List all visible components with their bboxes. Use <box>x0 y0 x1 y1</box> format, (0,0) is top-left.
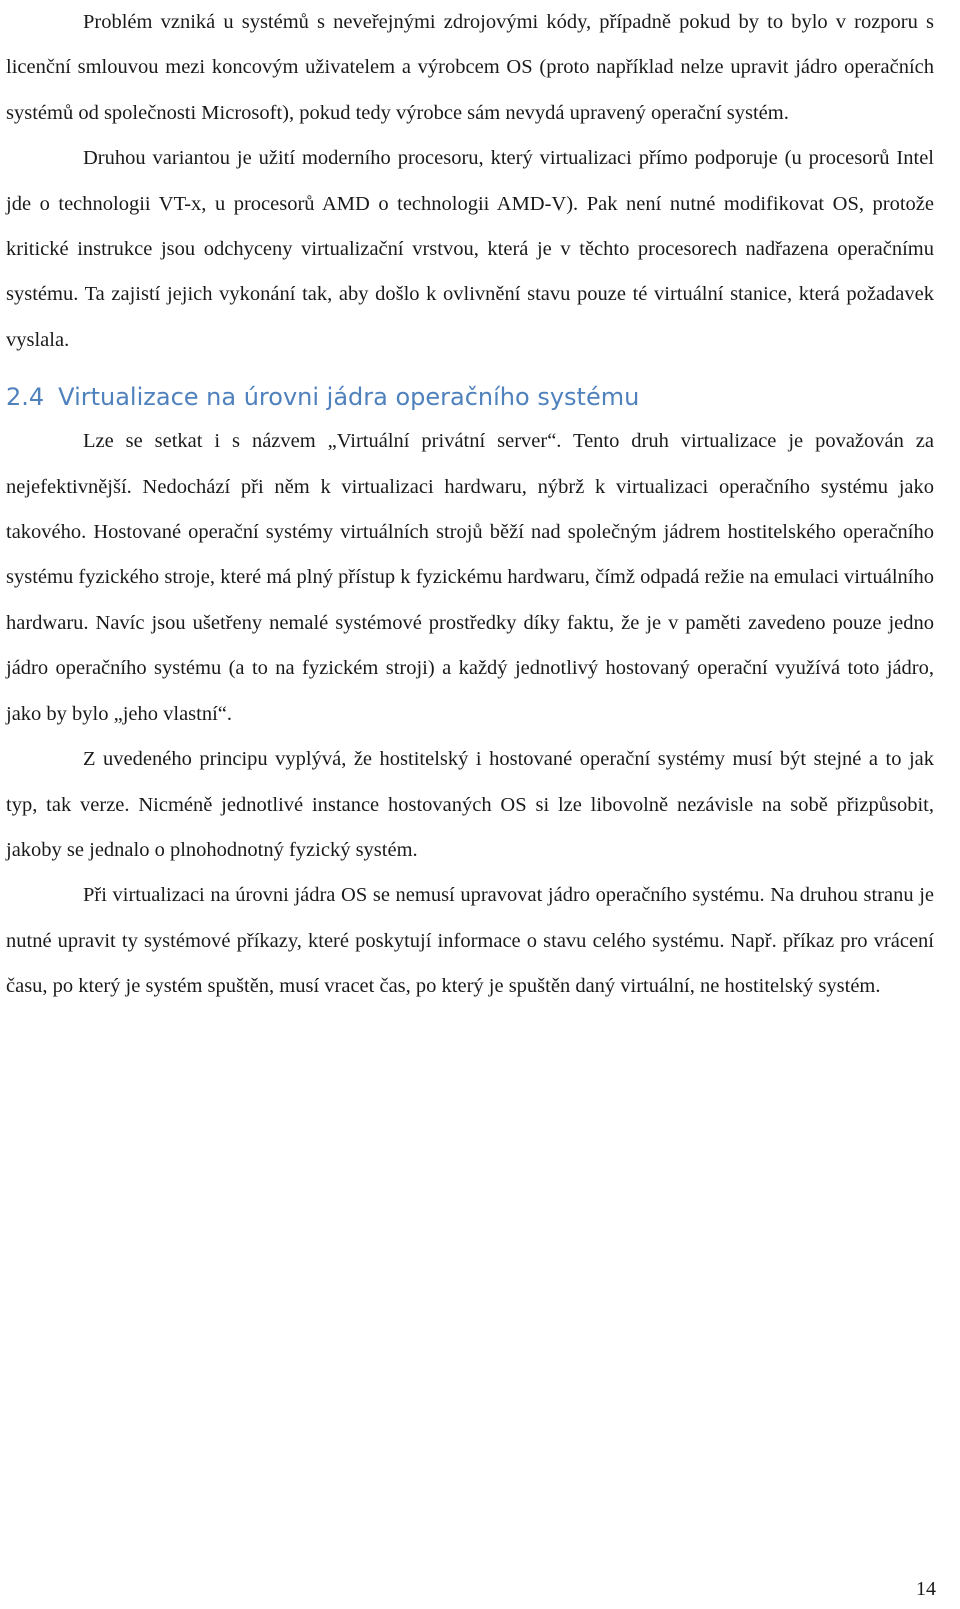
paragraph-vps-intro: Lze se setkat i s názvem „Virtuální privátní server“. Tento druh virtualizace je považován za nejefektivnější. Nedochází při něm k virtualizaci hardwaru, nýbrž k virtualizaci operačního systému jako takového. Hostované operační systémy virtuálních strojů běží nad společným jádrem hostitelského operačního systému fyzického stroje, které má plný přístup k fyzickému hardwaru, čímž odpadá režie na emulaci virtuálního hardwaru. Navíc jsou ušetřeny nemalé systémové prostředky díky faktu, že je v paměti zavedeno pouze jedno jádro operačního systému (a to na fyzickém stroji) a každý jednotlivý hostovaný operační využívá toto jádro, jako by bylo „jeho vlastní“. <box>6 430 934 725</box>
page-number: 14 <box>916 1578 936 1600</box>
section-number: 2.4 <box>6 383 45 412</box>
document-page <box>6 0 934 1010</box>
paragraph-same-os-requirement: Z uvedeného principu vyplývá, že hostitelský i hostované operační systémy musí být stejné a to jak typ, tak verze. Nicméně jednotlivé instance hostovaných OS si lze libovolně nezávisle na sobě přizpůsobit, jakoby se jednalo o plnohodnotný fyzický systém. <box>6 748 934 861</box>
paragraph-source-code-problem: Problém vzniká u systémů s neveřejnými zdrojovými kódy, případně pokud by to bylo v rozporu s licenční smlouvou mezi koncovým uživatelem a výrobcem OS (proto například nelze upravit jádro operačních systémů od společnosti Microsoft), pokud tedy výrobce sám nevydá upravený operační systém. <box>6 11 934 124</box>
section-heading <box>6 375 934 419</box>
section-title: Virtualizace na úrovni jádra operačního systému <box>58 383 640 412</box>
paragraph-hardware-virtualization: Druhou variantou je užití moderního procesoru, který virtualizaci přímo podporuje (u procesorů Intel jde o technologii VT-x, u procesorů AMD o technologii AMD-V). Pak není nutné modifikovat OS, protože kritické instrukce jsou odchyceny virtualizační vrstvou, která je v těchto procesorech nadřazena operačnímu systému. Ta zajistí jejich vykonání tak, aby došlo k ovlivnění stavu pouze té virtuální stanice, která požadavek vyslala. <box>6 147 934 351</box>
paragraph-kernel-modification: Při virtualizaci na úrovni jádra OS se nemusí upravovat jádro operačního systému. Na druhou stranu je nutné upravit ty systémové příkazy, které poskytují informace o stavu celého systému. Např. příkaz pro vrácení času, po který je systém spuštěn, musí vracet čas, po který je spuštěn daný virtuální, ne hostitelský systém. <box>6 884 934 998</box>
